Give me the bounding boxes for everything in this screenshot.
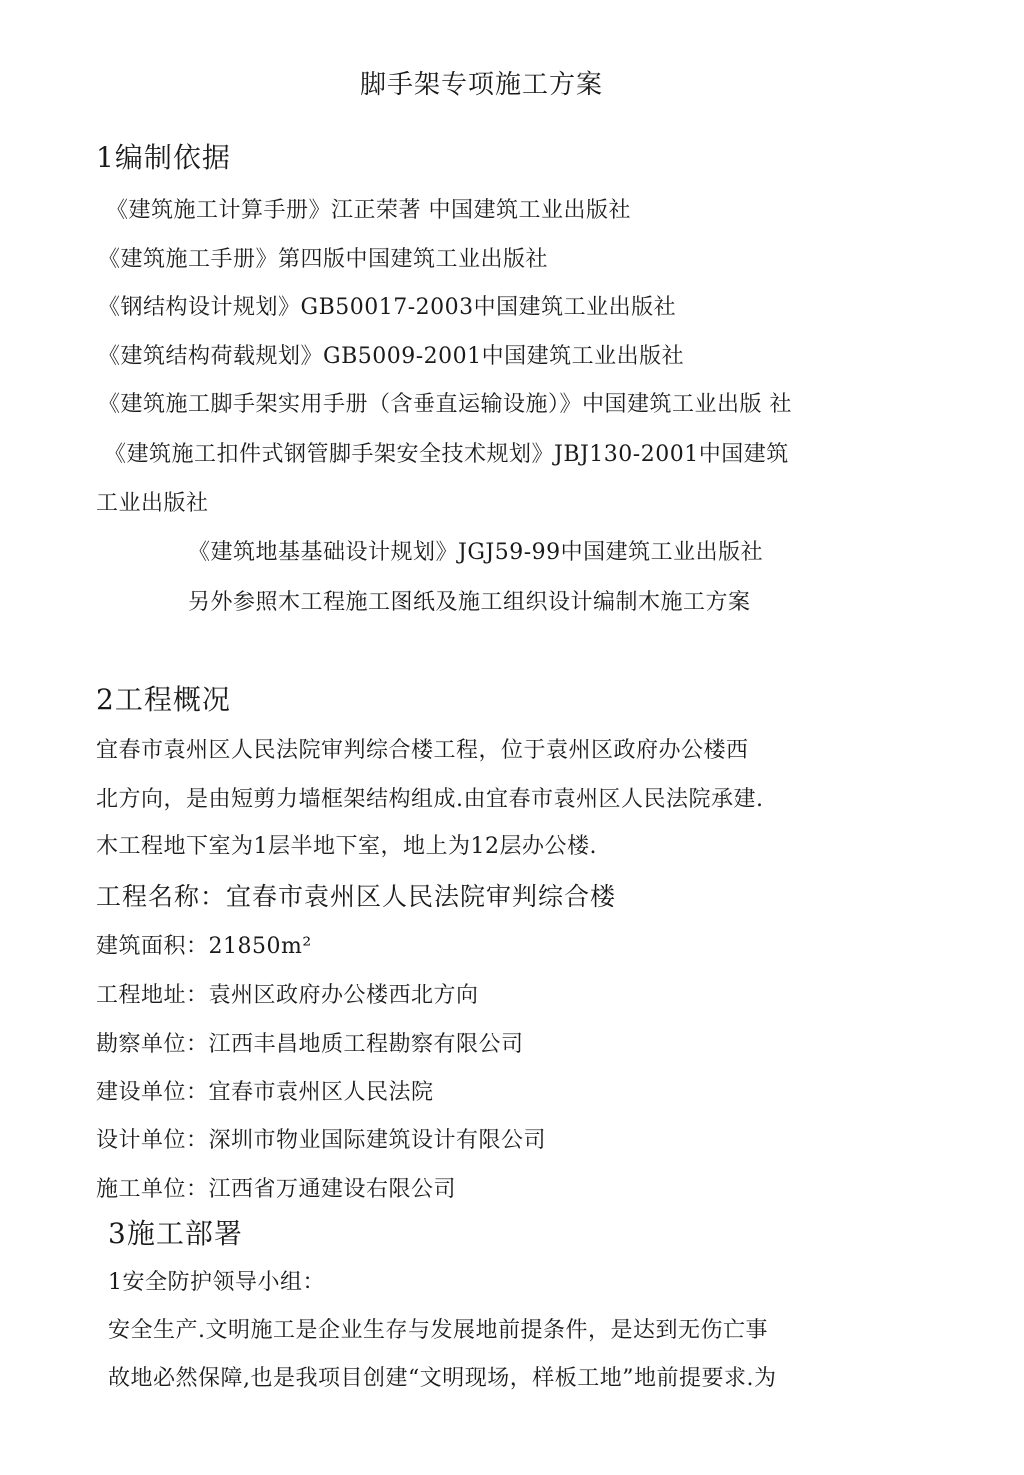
reference-item: 工业出版社: [96, 491, 209, 516]
project-name: 工程名称：宜春市袁州区人民法院审判综合楼: [96, 882, 617, 911]
building-area: 建筑面积：21850m²: [96, 934, 312, 959]
reference-item: 《建筑结构荷载规划》GB5009-2001中国建筑工业出版社: [98, 344, 685, 369]
deployment-paragraph-line: 故地必然保障,也是我项目创建“文明现场，样板工地”地前提要求.为: [108, 1366, 777, 1391]
overview-paragraph-line: 北方向，是由短剪力墙框架结构组成.由宜春市袁州区人民法院承建.: [96, 787, 764, 812]
overview-paragraph-line: 宜春市袁州区人民法院审判综合楼工程，位于袁州区政府办公楼西: [96, 738, 749, 763]
reference-item: 《建筑施工计算手册》江正荣著 中国建筑工业出版社: [106, 198, 631, 223]
document-title: 脚手架专项施工方案: [360, 70, 604, 100]
reference-item: 《建筑地基基础设计规划》JGJ59-99中国建筑工业出版社: [188, 540, 764, 565]
section-heading-overview: 2工程概况: [96, 683, 231, 716]
reference-item: 《建筑施工扣件式钢管脚手架安全技术规划》JBJ130-2001中国建筑: [104, 442, 789, 467]
design-unit: 设计单位：深圳市物业国际建筑设计有限公司: [96, 1128, 547, 1153]
subsection-title: 1安全防护领导小组：: [108, 1270, 325, 1295]
survey-unit: 勘察单位：江西丰昌地质工程勘察有限公司: [96, 1032, 524, 1057]
overview-paragraph-line: 木工程地下室为1层半地下室，地上为12层办公楼.: [96, 834, 597, 859]
reference-item: 《钢结构设计规划》GB50017-2003中国建筑工业出版社: [98, 295, 677, 320]
project-address: 工程地址：袁州区政府办公楼西北方向: [96, 983, 479, 1008]
owner-unit: 建设单位：宜春市袁州区人民法院: [96, 1080, 434, 1105]
reference-item: 《建筑施工手册》第四版中国建筑工业出版社: [98, 247, 549, 272]
reference-item: 另外参照木工程施工图纸及施工组织设计编制木施工方案: [188, 590, 751, 615]
reference-item: 《建筑施工脚手架实用手册（含垂直运输设施）》中国建筑工业出版 社: [98, 392, 792, 417]
construction-unit: 施工单位：江西省万通建设右限公司: [96, 1177, 457, 1202]
section-heading-basis: 1编制依据: [96, 141, 231, 174]
section-heading-deployment: 3施工部署: [108, 1217, 243, 1250]
deployment-paragraph-line: 安全生产.文明施工是企业生存与发展地前提条件，是达到无伤亡事: [108, 1318, 768, 1343]
